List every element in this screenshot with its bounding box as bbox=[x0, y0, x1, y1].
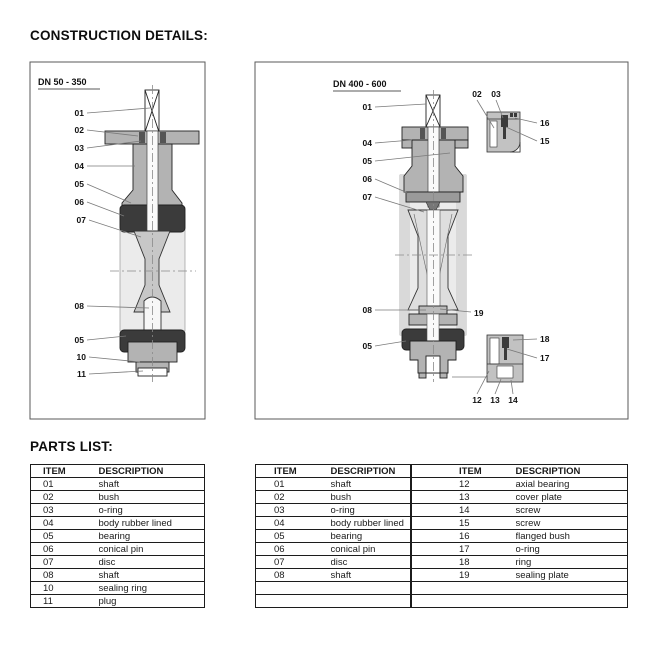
callout-label-05: 05 bbox=[74, 335, 84, 345]
table-row bbox=[256, 478, 411, 491]
table-row bbox=[412, 595, 628, 608]
description-cell: conical pin bbox=[331, 543, 411, 556]
item-number-cell: 11 bbox=[31, 595, 99, 608]
parts-list-title: PARTS LIST: bbox=[30, 439, 113, 454]
item-number-cell: 07 bbox=[256, 556, 331, 569]
table-row bbox=[256, 491, 411, 504]
description-cell: bush bbox=[331, 491, 411, 504]
item-number-cell: 02 bbox=[31, 491, 99, 504]
item-number-cell: 01 bbox=[256, 478, 331, 491]
description-cell: bearing bbox=[99, 530, 205, 543]
parts-table-dn50-350 bbox=[30, 464, 205, 608]
description-cell: disc bbox=[331, 556, 411, 569]
callout-label-11: 11 bbox=[77, 369, 86, 379]
item-number-cell bbox=[256, 582, 331, 595]
callout-label-04: 04 bbox=[362, 138, 372, 148]
callout-label-15: 15 bbox=[540, 136, 550, 146]
callout-label-18: 18 bbox=[540, 334, 550, 344]
callout-label-14: 14 bbox=[508, 395, 518, 405]
item-number-cell: 18 bbox=[412, 556, 516, 569]
callout-label-07: 07 bbox=[76, 215, 86, 225]
table-row bbox=[31, 478, 205, 491]
dn-label-right: DN 400 - 600 bbox=[333, 79, 387, 89]
description-cell: shaft bbox=[99, 569, 205, 582]
description-cell: body rubber lined bbox=[331, 517, 411, 530]
callout-label-04: 04 bbox=[74, 161, 84, 171]
table-row bbox=[256, 543, 411, 556]
description-cell: o-ring bbox=[331, 504, 411, 517]
description-cell bbox=[516, 595, 628, 608]
table-row bbox=[412, 530, 628, 543]
table-row bbox=[412, 491, 628, 504]
table-row bbox=[31, 543, 205, 556]
column-header: DESCRIPTION bbox=[331, 465, 411, 478]
description-cell: ring bbox=[516, 556, 628, 569]
description-cell: shaft bbox=[99, 478, 205, 491]
table-row bbox=[412, 556, 628, 569]
column-header: ITEM bbox=[256, 465, 331, 478]
description-cell: bearing bbox=[331, 530, 411, 543]
dn-label-left: DN 50 - 350 bbox=[38, 77, 87, 87]
callout-leader-line bbox=[87, 184, 131, 203]
table-row bbox=[256, 569, 411, 582]
item-number-cell: 08 bbox=[31, 569, 99, 582]
item-number-cell: 17 bbox=[412, 543, 516, 556]
item-number-cell: 05 bbox=[256, 530, 331, 543]
item-number-cell bbox=[412, 582, 516, 595]
callout-label-01: 01 bbox=[74, 108, 84, 118]
callout-label-08: 08 bbox=[74, 301, 84, 311]
description-cell bbox=[516, 582, 628, 595]
table-row bbox=[31, 504, 205, 517]
callout-label-02: 02 bbox=[74, 125, 84, 135]
table-row bbox=[31, 595, 205, 608]
callout-label-01: 01 bbox=[362, 102, 372, 112]
table-row bbox=[256, 504, 411, 517]
callout-leader-line bbox=[87, 108, 150, 113]
item-number-cell: 03 bbox=[256, 504, 331, 517]
table-row bbox=[412, 478, 628, 491]
table-row bbox=[31, 491, 205, 504]
construction-details-title: CONSTRUCTION DETAILS: bbox=[30, 28, 208, 43]
callout-label-13: 13 bbox=[490, 395, 500, 405]
item-number-cell: 04 bbox=[256, 517, 331, 530]
callout-label-05: 05 bbox=[362, 341, 372, 351]
item-number-cell: 15 bbox=[412, 517, 516, 530]
description-cell: axial bearing bbox=[516, 478, 628, 491]
table-row bbox=[256, 517, 411, 530]
description-cell: shaft bbox=[331, 478, 411, 491]
table-row bbox=[412, 582, 628, 595]
table-row bbox=[256, 556, 411, 569]
description-cell: conical pin bbox=[99, 543, 205, 556]
item-number-cell: 14 bbox=[412, 504, 516, 517]
item-number-cell: 02 bbox=[256, 491, 331, 504]
callout-label-02: 02 bbox=[472, 89, 482, 99]
table-row bbox=[31, 569, 205, 582]
description-cell: screw bbox=[516, 517, 628, 530]
item-number-cell: 06 bbox=[256, 543, 331, 556]
table-row bbox=[31, 517, 205, 530]
item-number-cell: 05 bbox=[31, 530, 99, 543]
table-header-row bbox=[256, 465, 411, 478]
item-number-cell bbox=[256, 595, 331, 608]
item-number-cell: 19 bbox=[412, 569, 516, 582]
description-cell: sealing plate bbox=[516, 569, 628, 582]
description-cell: screw bbox=[516, 504, 628, 517]
table-row bbox=[256, 530, 411, 543]
column-header: ITEM bbox=[412, 465, 516, 478]
item-number-cell: 01 bbox=[31, 478, 99, 491]
column-header: ITEM bbox=[31, 465, 99, 478]
callout-leader-line bbox=[89, 371, 143, 374]
item-number-cell: 13 bbox=[412, 491, 516, 504]
description-cell: o-ring bbox=[516, 543, 628, 556]
table-row bbox=[31, 556, 205, 569]
callout-label-05: 05 bbox=[74, 179, 84, 189]
description-cell bbox=[331, 582, 411, 595]
table-row bbox=[412, 517, 628, 530]
description-cell: bush bbox=[99, 491, 205, 504]
callout-label-03: 03 bbox=[74, 143, 84, 153]
table-row bbox=[412, 543, 628, 556]
callout-leader-line bbox=[477, 371, 489, 394]
description-cell: body rubber lined bbox=[99, 517, 205, 530]
table-header-row bbox=[412, 465, 628, 478]
callout-label-03: 03 bbox=[491, 89, 501, 99]
item-number-cell: 12 bbox=[412, 478, 516, 491]
item-number-cell: 10 bbox=[31, 582, 99, 595]
callout-label-16: 16 bbox=[540, 118, 550, 128]
table-row bbox=[256, 595, 411, 608]
callout-leader-line bbox=[375, 104, 426, 107]
item-number-cell: 07 bbox=[31, 556, 99, 569]
description-cell: plug bbox=[99, 595, 205, 608]
callout-label-06: 06 bbox=[362, 174, 372, 184]
parts-table-dn400-600-items-01-08 bbox=[255, 464, 411, 608]
description-cell: flanged bush bbox=[516, 530, 628, 543]
description-cell: cover plate bbox=[516, 491, 628, 504]
item-number-cell: 03 bbox=[31, 504, 99, 517]
callout-label-17: 17 bbox=[540, 353, 550, 363]
item-number-cell: 06 bbox=[31, 543, 99, 556]
callout-label-12: 12 bbox=[472, 395, 482, 405]
table-row bbox=[256, 582, 411, 595]
callout-leader-line bbox=[87, 202, 124, 216]
callout-label-07: 07 bbox=[362, 192, 372, 202]
description-cell: sealing ring bbox=[99, 582, 205, 595]
table-row bbox=[31, 582, 205, 595]
valve-drawing-dn50-350 bbox=[105, 85, 199, 382]
table-header-row bbox=[31, 465, 205, 478]
description-cell: shaft bbox=[331, 569, 411, 582]
parts-table-dn400-600-items-12-19 bbox=[411, 464, 628, 608]
callout-label-06: 06 bbox=[74, 197, 84, 207]
table-row bbox=[31, 530, 205, 543]
callout-label-05: 05 bbox=[362, 156, 372, 166]
item-number-cell bbox=[412, 595, 516, 608]
table-row bbox=[412, 569, 628, 582]
item-number-cell: 04 bbox=[31, 517, 99, 530]
valve-drawing-dn400-600 bbox=[395, 90, 472, 382]
column-header: DESCRIPTION bbox=[99, 465, 205, 478]
callout-label-08: 08 bbox=[362, 305, 372, 315]
item-number-cell: 08 bbox=[256, 569, 331, 582]
callout-label-19: 19 bbox=[474, 308, 484, 318]
description-cell bbox=[331, 595, 411, 608]
description-cell: o-ring bbox=[99, 504, 205, 517]
column-header: DESCRIPTION bbox=[516, 465, 628, 478]
table-row bbox=[412, 504, 628, 517]
description-cell: disc bbox=[99, 556, 205, 569]
item-number-cell: 16 bbox=[412, 530, 516, 543]
callout-label-10: 10 bbox=[76, 352, 86, 362]
callout-leader-line bbox=[375, 341, 406, 346]
